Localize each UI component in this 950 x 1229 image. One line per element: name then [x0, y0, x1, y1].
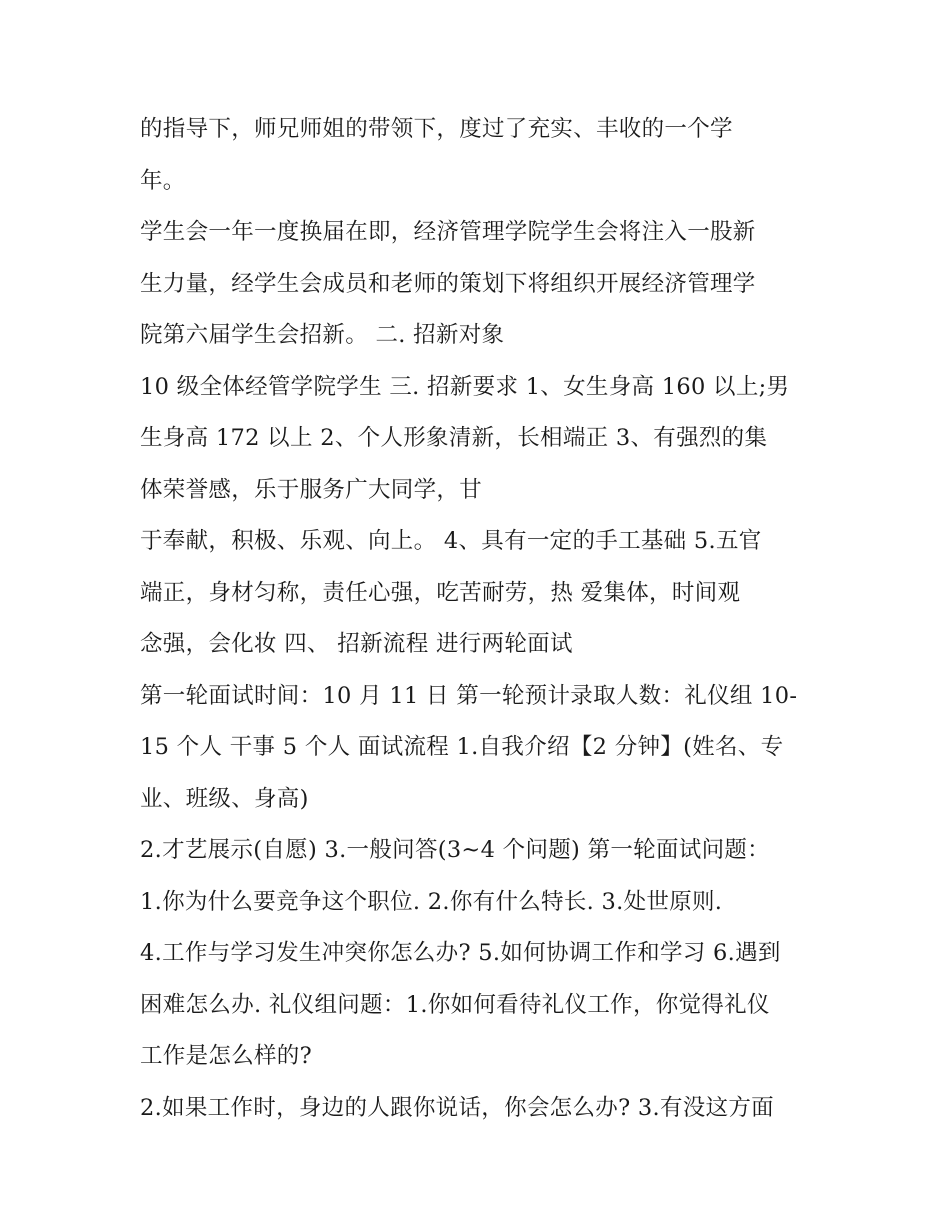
text-line: 业、班级、身高) — [140, 785, 309, 812]
text-line: 于奉献，积极、乐观、向上。 4、具有一定的手工基础 5.五官 — [140, 528, 762, 554]
document-body-text — [140, 104, 820, 1134]
text-line: 2.如果工作时，身边的人跟你说话，你会怎么办? 3.有没这方面 — [140, 1094, 774, 1121]
text-line: 端正，身材匀称，责任心强，吃苦耐劳，热 爱集体，时间观 — [140, 579, 741, 606]
text-line: 的指导下，师兄师姐的带领下，度过了充实、丰收的一个学 — [140, 116, 733, 142]
text-line: 15 个人 干事 5 个人 面试流程 1.自我介绍【2 分钟】(姓名、专 — [140, 734, 784, 760]
text-line: 困难怎么办. 礼仪组问题：1.你如何看待礼仪工作，你觉得礼仪 — [140, 991, 770, 1018]
text-line: 念强，会化妆 四、 招新流程 进行两轮面试 — [140, 631, 573, 657]
text-line: 院第六届学生会招新。 二. 招新对象 — [140, 322, 505, 348]
text-line: 工作是怎么样的? — [140, 1043, 312, 1069]
text-line: 4.工作与学习发生冲突你怎么办? 5.如何协调工作和学习 6.遇到 — [140, 940, 781, 966]
text-line: 年。 — [140, 167, 186, 194]
text-line: 1.你为什么要竞争这个职位. 2.你有什么特长. 3.处世原则. — [140, 888, 723, 915]
text-line: 学生会一年一度换届在即，经济管理学院学生会将注入一股新 — [140, 219, 756, 245]
text-line: 体荣誉感，乐于服务广大同学，甘 — [140, 476, 483, 503]
text-line: 10 级全体经管学院学生 三. 招新要求 1、女生身高 160 以上;男 — [140, 373, 790, 400]
text-line: 2.才艺展示(自愿) 3.一般问答(3~4 个问题) 第一轮面试问题： — [140, 837, 770, 863]
text-line: 第一轮面试时间：10 月 11 日 第一轮预计录取人数：礼仪组 10- — [140, 682, 798, 709]
text-line: 生身高 172 以上 2、个人形象清新，长相端正 3、有强烈的集 — [140, 425, 768, 451]
text-line: 生力量，经学生会成员和老师的策划下将组织开展经济管理学 — [140, 270, 756, 297]
